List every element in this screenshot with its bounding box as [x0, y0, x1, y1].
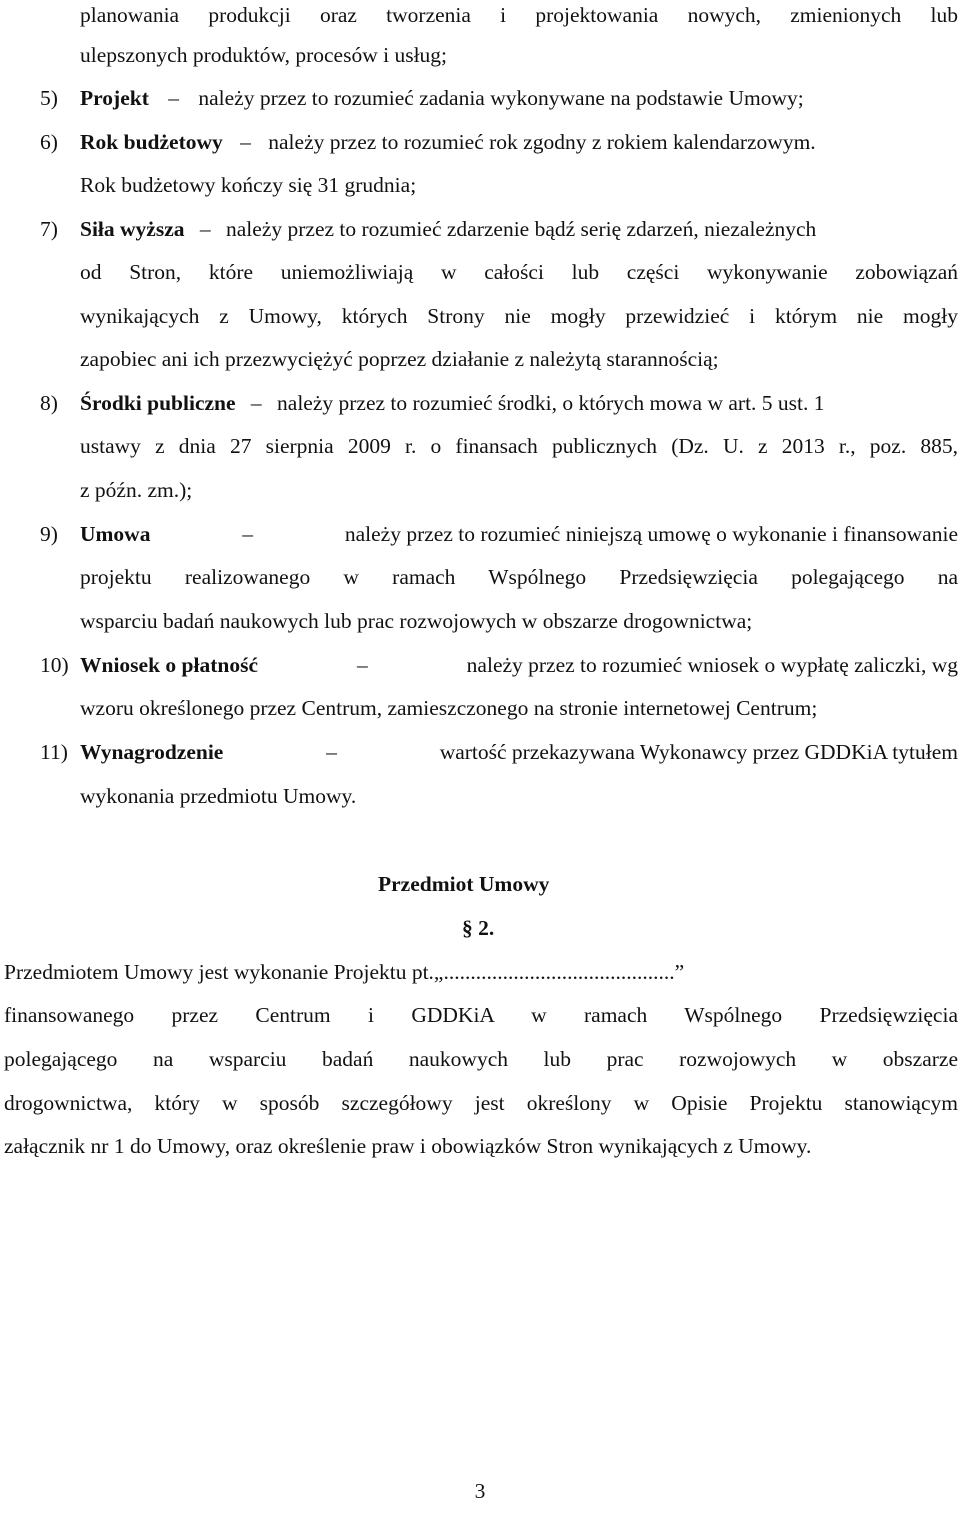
paragraph-line: polegającego na wsparciu badań naukowych lub prac rozwojowych w obszarze — [4, 1047, 958, 1071]
definition-text: wartość przekazywana Wykonawcy przez GDDKiA tytułem — [439, 740, 958, 764]
text-line: ulepszonych produktów, procesów i usług; — [80, 43, 448, 67]
definition-text: należy przez to rozumieć niniejszą umowę o wykonanie i finansowanie — [344, 522, 958, 546]
definition-text: należy przez to rozumieć rok zgodny z rokiem kalendarzowym. — [268, 130, 816, 154]
text-line: wykonania przedmiotu Umowy. — [80, 784, 357, 808]
defined-term: Rok budżetowy — [80, 130, 223, 154]
defined-term: Wniosek o płatność — [80, 653, 259, 677]
defined-term: Wynagrodzenie — [80, 740, 224, 764]
item-number: 11) — [40, 740, 68, 764]
text-line: od Stron, które uniemożliwiają w całości lub części wykonywanie zobowiązań — [80, 260, 958, 284]
dash: – — [242, 522, 254, 546]
item-number: 6) — [40, 130, 58, 154]
paragraph-line: Przedmiotem Umowy jest wykonanie Projektu pt.„...........................................” — [4, 960, 685, 984]
text-line: wzoru określonego przez Centrum, zamieszczonego na stronie internetowej Centrum; — [80, 696, 818, 720]
paragraph-line: finansowanego przez Centrum i GDDKiA w ramach Wspólnego Przedsięwzięcia — [4, 1003, 958, 1027]
dash: – — [168, 86, 179, 110]
definition-text: należy przez to rozumieć zadania wykonywane na podstawie Umowy; — [198, 86, 804, 110]
dash: – — [326, 740, 337, 764]
paragraph-line: załącznik nr 1 do Umowy, oraz określenie praw i obowiązków Stron wynikających z Umowy. — [4, 1134, 812, 1158]
text-line: projektu realizowanego w ramach Wspólnego Przedsięwzięcia polegającego na — [80, 565, 958, 589]
text-line: planowania produkcji oraz tworzenia i projektowania nowych, zmienionych lub — [80, 3, 958, 27]
defined-term: Środki publiczne — [80, 391, 236, 415]
text-line: ustawy z dnia 27 sierpnia 2009 r. o finansach publicznych (Dz. U. z 2013 r., poz. 885, — [80, 434, 958, 458]
text-line: z późn. zm.); — [80, 478, 193, 502]
item-number: 5) — [40, 86, 58, 110]
defined-term: Siła wyższa — [80, 217, 185, 241]
text-line: wynikających z Umowy, których Strony nie mogły przewidzieć i którym nie mogły — [80, 304, 958, 328]
text-line: wsparciu badań naukowych lub prac rozwojowych w obszarze drogownictwa; — [80, 609, 753, 633]
dash: – — [250, 391, 262, 415]
paragraph-line: drogownictwa, który w sposób szczegółowy jest określony w Opisie Projektu stanowiącym — [4, 1091, 958, 1115]
item-number: 10) — [40, 653, 69, 677]
definition-text: należy przez to rozumieć środki, o których mowa w art. 5 ust. 1 — [277, 391, 825, 415]
item-number: 9) — [40, 522, 58, 546]
item-number: 7) — [40, 217, 58, 241]
text-line: Rok budżetowy kończy się 31 grudnia; — [80, 173, 417, 197]
defined-term: Umowa — [80, 522, 151, 546]
defined-term: Projekt — [80, 86, 149, 110]
page-number: 3 — [474, 1479, 486, 1503]
item-number: 8) — [40, 391, 58, 415]
section-heading: Przedmiot Umowy — [378, 872, 550, 896]
dash: – — [240, 130, 251, 154]
section-number: § 2. — [462, 916, 495, 940]
text-line: zapobiec ani ich przezwyciężyć poprzez działanie z należytą starannością; — [80, 347, 719, 371]
dash: – — [199, 217, 211, 241]
definition-text: należy przez to rozumieć zdarzenie bądź serię zdarzeń, niezależnych — [226, 217, 817, 241]
definition-text: należy przez to rozumieć wniosek o wypłatę zaliczki, wg — [466, 653, 958, 677]
dash: – — [356, 653, 368, 677]
